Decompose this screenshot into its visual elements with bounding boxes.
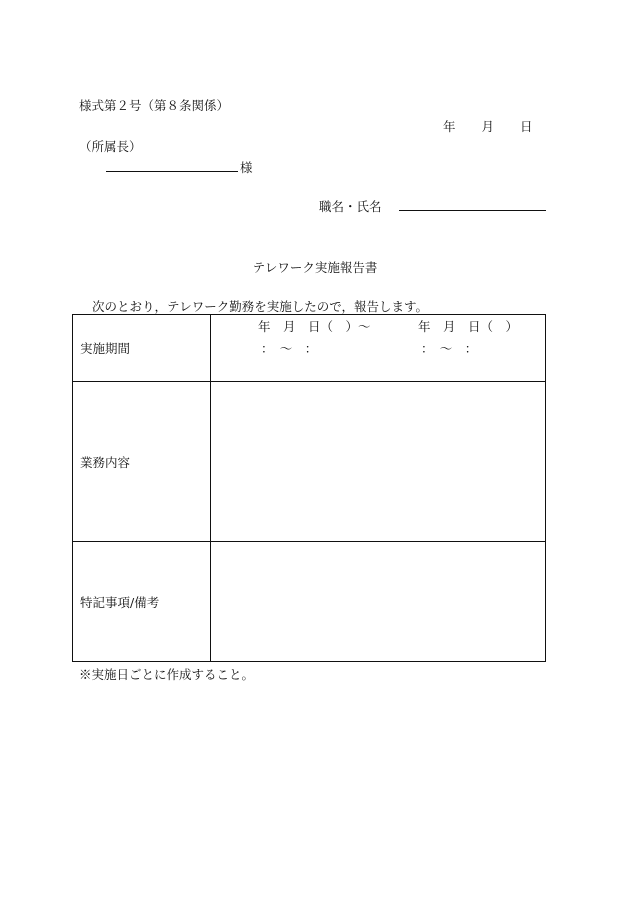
tasks-value-cell[interactable] <box>211 382 546 542</box>
report-table <box>72 314 546 662</box>
name-signature-line[interactable] <box>399 210 546 211</box>
period-label: 実施期間 <box>73 315 211 382</box>
notes-label: 特記事項/備考 <box>73 542 211 662</box>
period-start-time: ： ～ ： <box>261 341 318 356</box>
date-month-label: 月 <box>481 119 495 134</box>
name-label: 職名・氏名 <box>319 199 382 214</box>
submission-date <box>443 117 533 135</box>
document-title: テレワーク実施報告書 <box>252 260 378 275</box>
table-row-notes <box>73 542 546 662</box>
recipient-title: （所属長） <box>79 139 142 154</box>
notes-value-cell[interactable] <box>211 542 546 662</box>
date-year-label: 年 <box>443 119 456 134</box>
intro-text: 次のとおり，テレワーク勤務を実施したので，報告します。 <box>92 299 429 314</box>
table-row-tasks <box>73 382 546 542</box>
date-day-label: 日 <box>520 119 533 134</box>
honorific: 様 <box>240 160 253 175</box>
footnote: ※実施日ごとに作成すること。 <box>79 667 255 682</box>
period-start-date: 年 月 日（ ）～ <box>258 319 371 334</box>
form-number: 様式第２号（第８条関係） <box>79 98 230 113</box>
table-row-period <box>73 315 546 382</box>
period-value-cell[interactable] <box>211 315 546 382</box>
recipient-name-line[interactable] <box>106 171 238 172</box>
tasks-label: 業務内容 <box>73 382 211 542</box>
period-end-date: 年 月 日（ ） <box>418 319 519 334</box>
period-end-time: ： ～ ： <box>421 341 478 356</box>
